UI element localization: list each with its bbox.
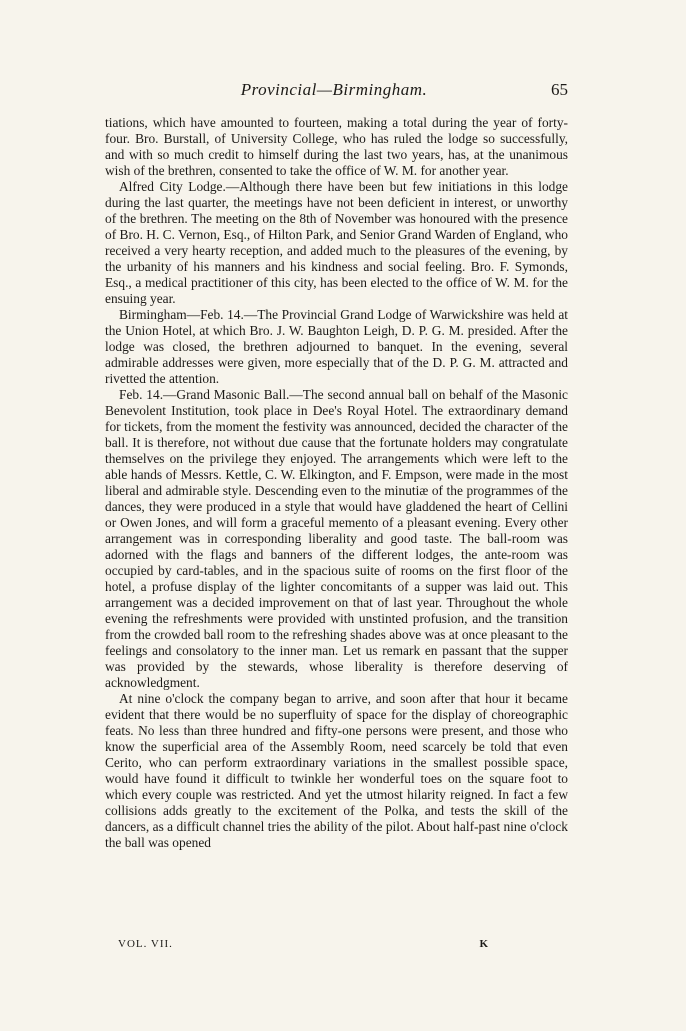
page-footer [118,938,488,954]
page-number: 65 [551,80,568,99]
running-title: Provincial—Birmingham. [240,80,428,99]
paragraph: Feb. 14.—Grand Masonic Ball.—The second annual ball on behalf of the Masonic Benevolent Institution, took place in Dee's Royal Hotel. The extraordinary demand for tickets, from the moment the festivity was announced, decided the character of the ball. It is therefore, not without due cause that the fortunate holders may congratulate themselves on the privilege they enjoyed. The arrangements which were left to the able hands of Messrs. Kettle, C. W. Elkington, and F. Empson, were made in the most liberal and admirable style. Descending even to the minutiæ of the programmes of the dances, they were produced in a style that would have gladdened the heart of Cellini or Owen Jones, and will form a graceful memento of a pleasant evening. Every other arrangement was in corresponding liberality and good taste. The ball-room was adorned with the flags and banners of the different lodges, the ante-room was occupied by card-tables, and in the spacious suite of rooms on the first floor of the hotel, a profuse display of the lighter concomitants of a supper was laid out. This arrangement was a decided improvement on that of last year. Throughout the whole evening the refreshments were provided with unstinted profusion, and the transition from the crowded ball room to the refreshing shades above was at once pleasant to the feelings and consolatory to the inner man. Let us remark en passant that the supper was provided by the stewards, whose liberality is therefore deserving of acknowledgment. [105,387,568,690]
volume-label: VOL. VII. [118,938,173,950]
paragraph: Alfred City Lodge.—Although there have been but few initiations in this lodge during the last quarter, the meetings have not been deficient in interest, or unworthy of the brethren. The meeting on the 8th of November was honoured with the presence of Bro. H. C. Vernon, Esq., of Hilton Park, and Senior Grand Warden of England, who received a very hearty reception, and added much to the pleasures of the evening, by the urbanity of his manners and his kindness and social feeling. Bro. F. Symonds, Esq., a medical practitioner of this city, has been elected to the office of W. M. for the ensuing year. [105,179,568,306]
paragraph: At nine o'clock the company began to arrive, and soon after that hour it became evident that there would be no superfluity of space for the display of choreographic feats. No less than three hundred and fifty-one persons were present, and those who know the superficial area of the Assembly Room, need scarcely be told that even Cerito, who can perform extraordinary variations in the smallest possible space, would have found it difficult to twinkle her wonderful toes on the square foot to which every couple was restricted. And yet the utmost hilarity reigned. In fact a few collisions adds greatly to the excitement of the Polka, and tests the skill of the dancers, as a difficult channel tries the ability of the pilot. About half-past nine o'clock the ball was opened [105,691,568,850]
signature-mark: K [479,938,488,950]
body-text [105,115,568,851]
paragraph: Birmingham—Feb. 14.—The Provincial Grand Lodge of Warwickshire was held at the Union Hotel, at which Bro. J. W. Baughton Leigh, D. P. G. M. presided. After the lodge was closed, the brethren adjourned to banquet. In the evening, several admirable addresses were given, more especially that of the D. P. G. M. attracted and rivetted the attention. [105,307,568,386]
paragraph: tiations, which have amounted to fourteen, making a total during the year of forty-four. Bro. Burstall, of University College, who has ruled the lodge so successfully, and with so much credit to himself during the last two years, has, at the unanimous wish of the brethren, consented to take the office of W. M. for another year. [105,115,568,178]
running-header [100,80,568,102]
